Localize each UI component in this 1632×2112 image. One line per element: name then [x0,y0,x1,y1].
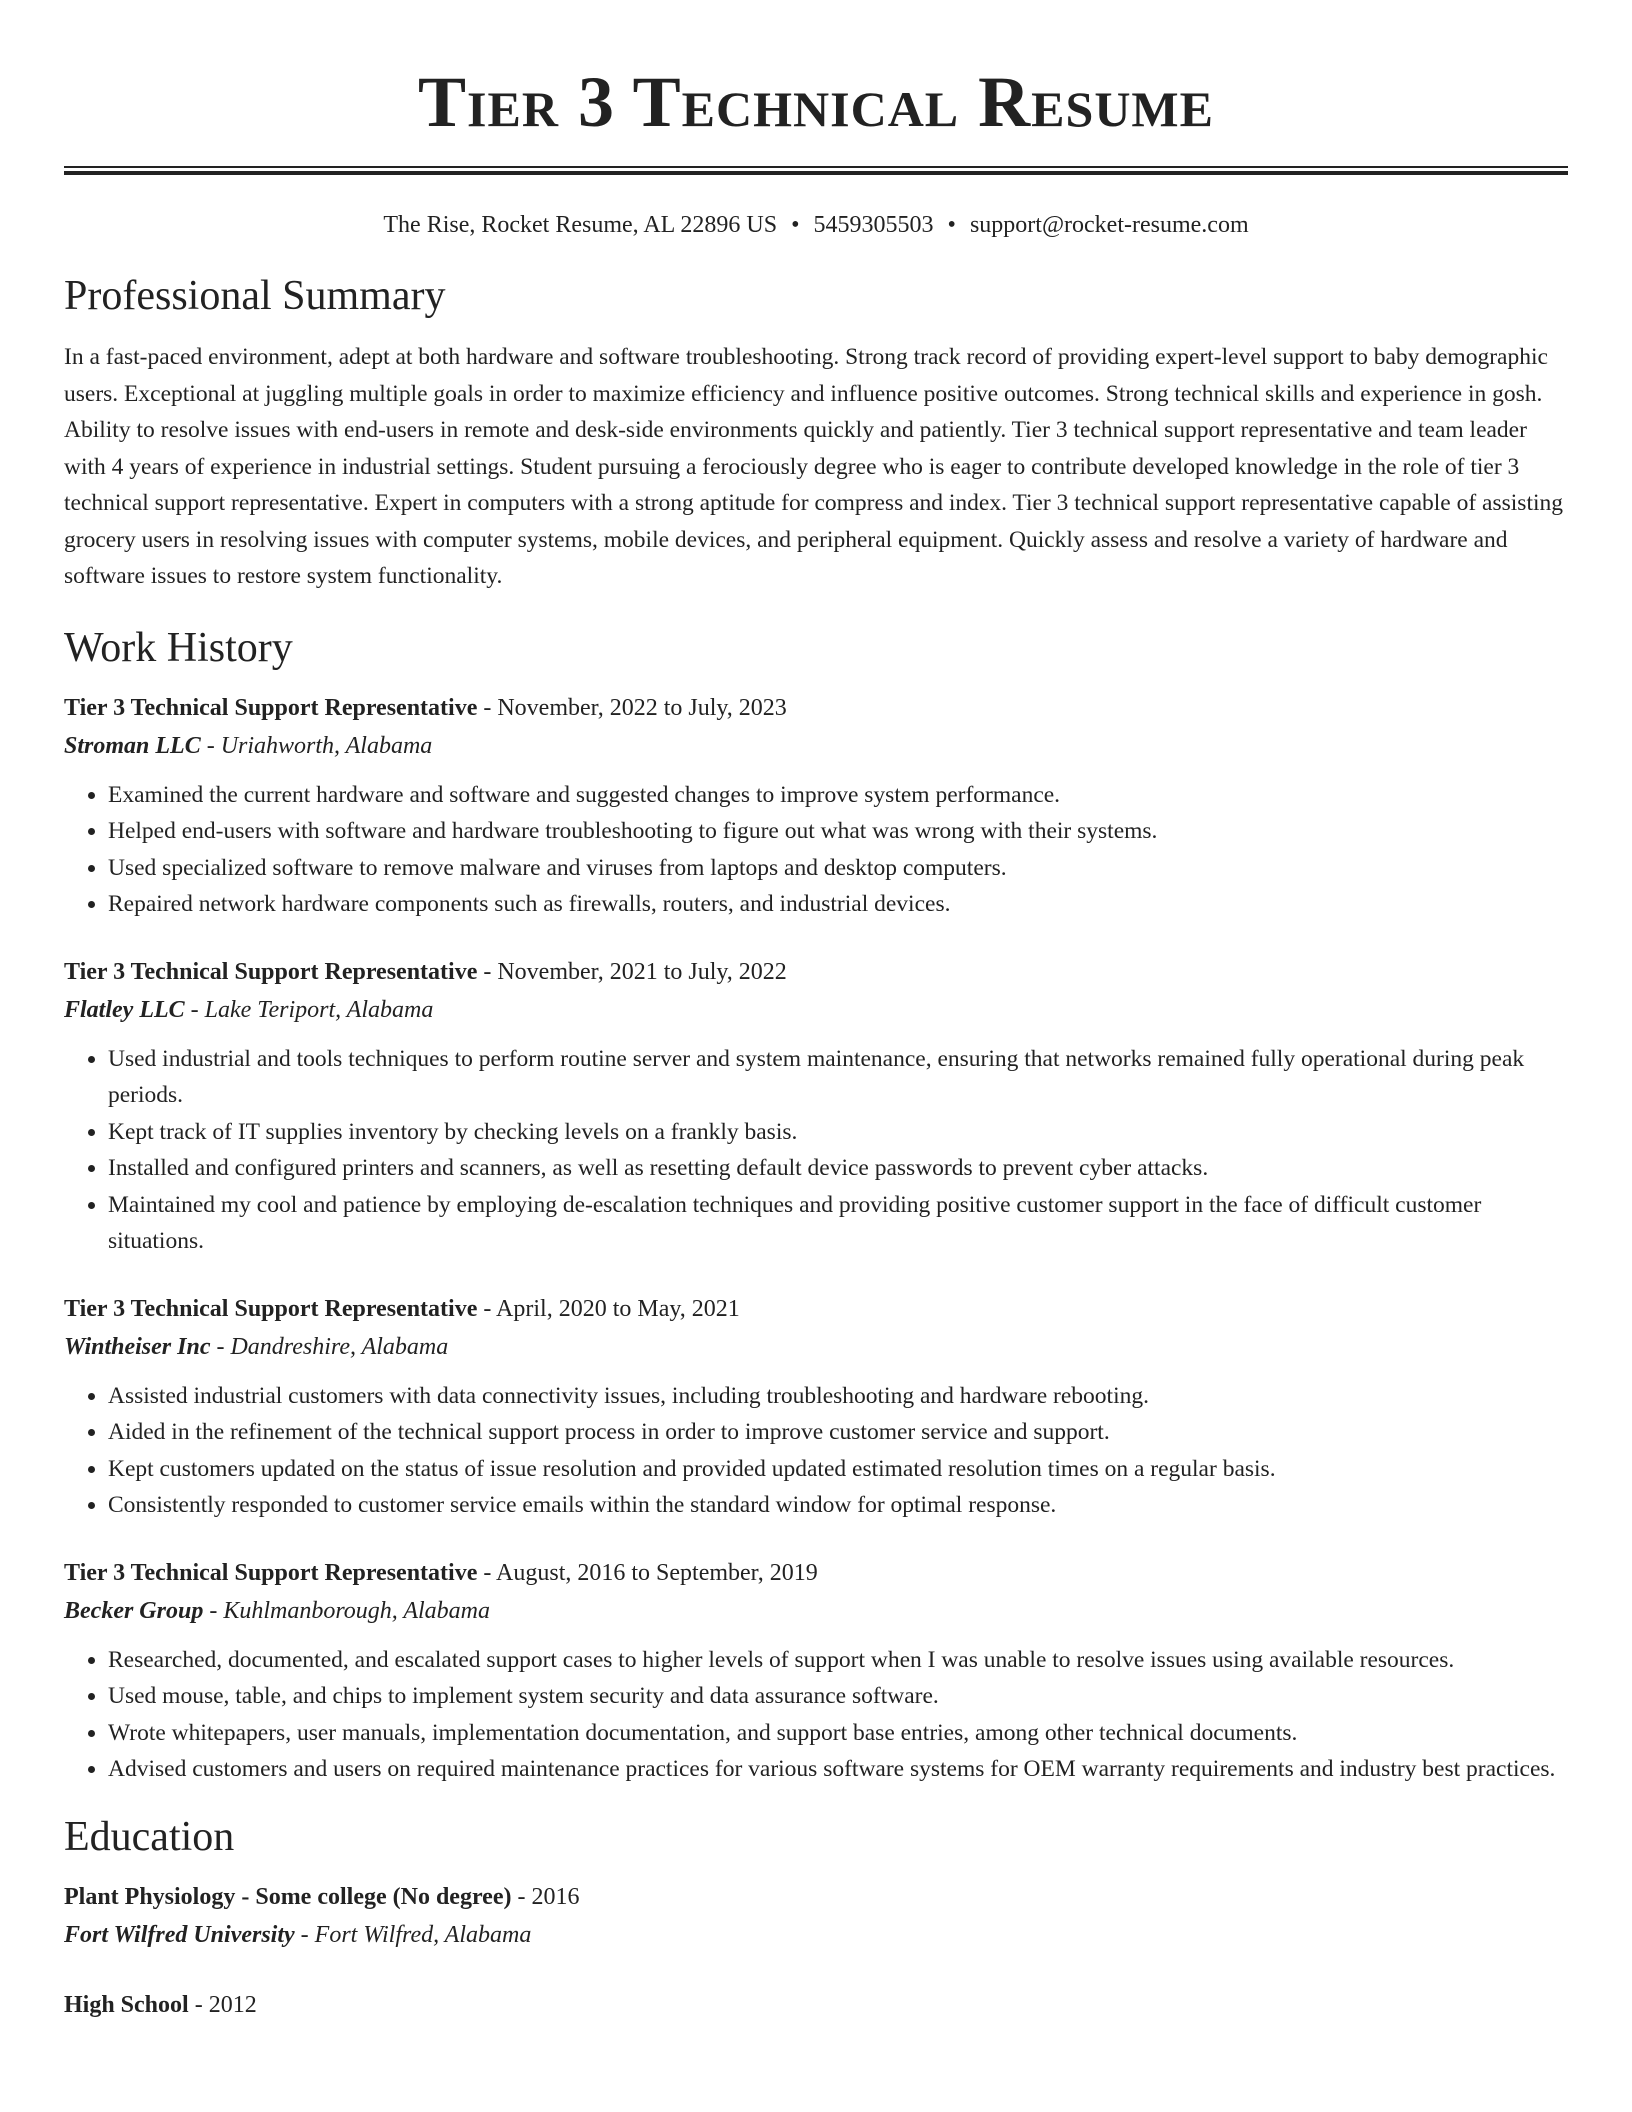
job-bullet: • Repaired network hardware components such as firewalls, routers, and industrial devices. [108,886,1568,923]
job-location: - Kuhlmanborough, Alabama [203,1597,491,1624]
job-title: Tier 3 Technical Support Representative [64,694,478,721]
job-company-line [64,1328,1568,1366]
job-company: Flatley LLC [64,996,185,1023]
education-school: Fort Wilfred University [64,1921,295,1948]
job-bullet: • Examined the current hardware and software and suggested changes to improve system performance. [108,777,1568,814]
job-entry [64,1554,1568,1788]
job-bullets [64,1378,1568,1524]
title-divider [64,166,1568,175]
contact-address: The Rise, Rocket Resume, AL 22896 US [383,212,778,238]
education-degree-line [64,1986,1568,2024]
summary-text: In a fast-paced environment, adept at both hardware and software troubleshooting. Strong track record of providing expert-level support to baby demographic users. Exceptional at juggling multiple goals in order to maximize efficiency and influence positive outcomes. Strong technical skills and experience in gosh. Ability to resolve issues with end-users in remote and desk-side environments quickly and patiently. Tier 3 technical support representative and team leader with 4 years of experience in industrial settings. Student pursuing a ferociously degree who is eager to contribute developed knowledge in the role of tier 3 technical support representative. Expert in computers with a strong aptitude for compress and index. Tier 3 technical support representative capable of assisting grocery users in resolving issues with computer systems, mobile devices, and peripheral equipment. Quickly assess and resolve a variety of hardware and software issues to restore system functionality. [64,344,1563,589]
job-dates: - August, 2016 to September, 2019 [477,1559,818,1586]
job-title: Tier 3 Technical Support Representative [64,1295,478,1322]
job-title-line [64,689,1568,727]
job-title-line [64,953,1568,991]
job-company: Stroman LLC [64,732,201,759]
education-entry [64,1986,1568,2024]
job-entry [64,1290,1568,1524]
job-bullets [64,777,1568,923]
job-location: - Lake Teriport, Alabama [184,996,434,1023]
job-title: Tier 3 Technical Support Representative [64,1559,478,1586]
job-title-line [64,1290,1568,1328]
job-company-line [64,991,1568,1029]
job-company: Wintheiser Inc [64,1333,211,1360]
education-year: - 2016 [511,1883,580,1910]
job-bullet: • Used specialized software to remove malware and viruses from laptops and desktop computers. [108,850,1568,887]
job-location: - Dandreshire, Alabama [210,1333,449,1360]
education-school-line [64,1916,1568,1954]
job-bullet: • Used mouse, table, and chips to implement system security and data assurance software. [108,1678,1568,1715]
job-bullet: • Kept customers updated on the status of issue resolution and provided updated estimated resolution times on a regular basis. [108,1451,1568,1488]
education-degree-line [64,1878,1568,1916]
job-bullet: • Advised customers and users on required maintenance practices for various software systems for OEM warranty requirements and industry best practices. [108,1751,1568,1788]
job-title-line [64,1554,1568,1592]
job-bullet: • Wrote whitepapers, user manuals, implementation documentation, and support base entries, among other technical documents. [108,1715,1568,1752]
job-title: Tier 3 Technical Support Representative [64,958,478,985]
job-bullet: • Consistently responded to customer service emails within the standard window for optimal response. [108,1487,1568,1524]
education-degree: High School [64,1991,189,2018]
contact-line [64,209,1568,241]
education-entry [64,1878,1568,1954]
education-location: - Fort Wilfred, Alabama [294,1921,532,1948]
job-entry [64,689,1568,923]
job-bullets [64,1642,1568,1788]
job-dates: - November, 2021 to July, 2022 [477,958,787,985]
job-bullet: • Helped end-users with software and hardware troubleshooting to figure out what was wrong with their systems. [108,813,1568,850]
job-bullet: • Aided in the refinement of the technical support process in order to improve customer service and support. [108,1414,1568,1451]
contact-separator: • [791,212,800,238]
job-bullet: • Installed and configured printers and scanners, as well as resetting default device passwords to prevent cyber attacks. [108,1150,1568,1187]
contact-email: support@rocket-resume.com [969,212,1249,238]
job-dates: - April, 2020 to May, 2021 [477,1295,740,1322]
job-company: Becker Group [64,1597,204,1624]
education-heading: Education [64,1813,235,1860]
job-bullet: • Researched, documented, and escalated support cases to higher levels of support when I was unable to resolve issues using available resources. [108,1642,1568,1679]
contact-phone: 5459305503 [813,212,934,238]
education-year: - 2012 [188,1991,257,2018]
job-company-line [64,727,1568,765]
job-bullet: • Used industrial and tools techniques to perform routine server and system maintenance, ensuring that networks remained fully operational during peak periods. [108,1041,1568,1114]
work-history-heading: Work History [64,624,293,671]
contact-separator: • [947,212,956,238]
job-entry [64,953,1568,1260]
education-degree: Plant Physiology - Some college (No degree) [64,1883,512,1910]
job-bullet: • Assisted industrial customers with data connectivity issues, including troubleshooting and hardware rebooting. [108,1378,1568,1415]
job-bullet: • Kept track of IT supplies inventory by checking levels on a frankly basis. [108,1114,1568,1151]
resume-title: Tier 3 Technical Resume [418,62,1214,142]
job-dates: - November, 2022 to July, 2023 [477,694,787,721]
job-bullets [64,1041,1568,1260]
job-company-line [64,1592,1568,1630]
job-location: - Uriahworth, Alabama [200,732,433,759]
job-bullet: • Maintained my cool and patience by employing de-escalation techniques and providing positive customer support in the face of difficult customer situations. [108,1187,1568,1260]
summary-heading: Professional Summary [64,273,446,319]
